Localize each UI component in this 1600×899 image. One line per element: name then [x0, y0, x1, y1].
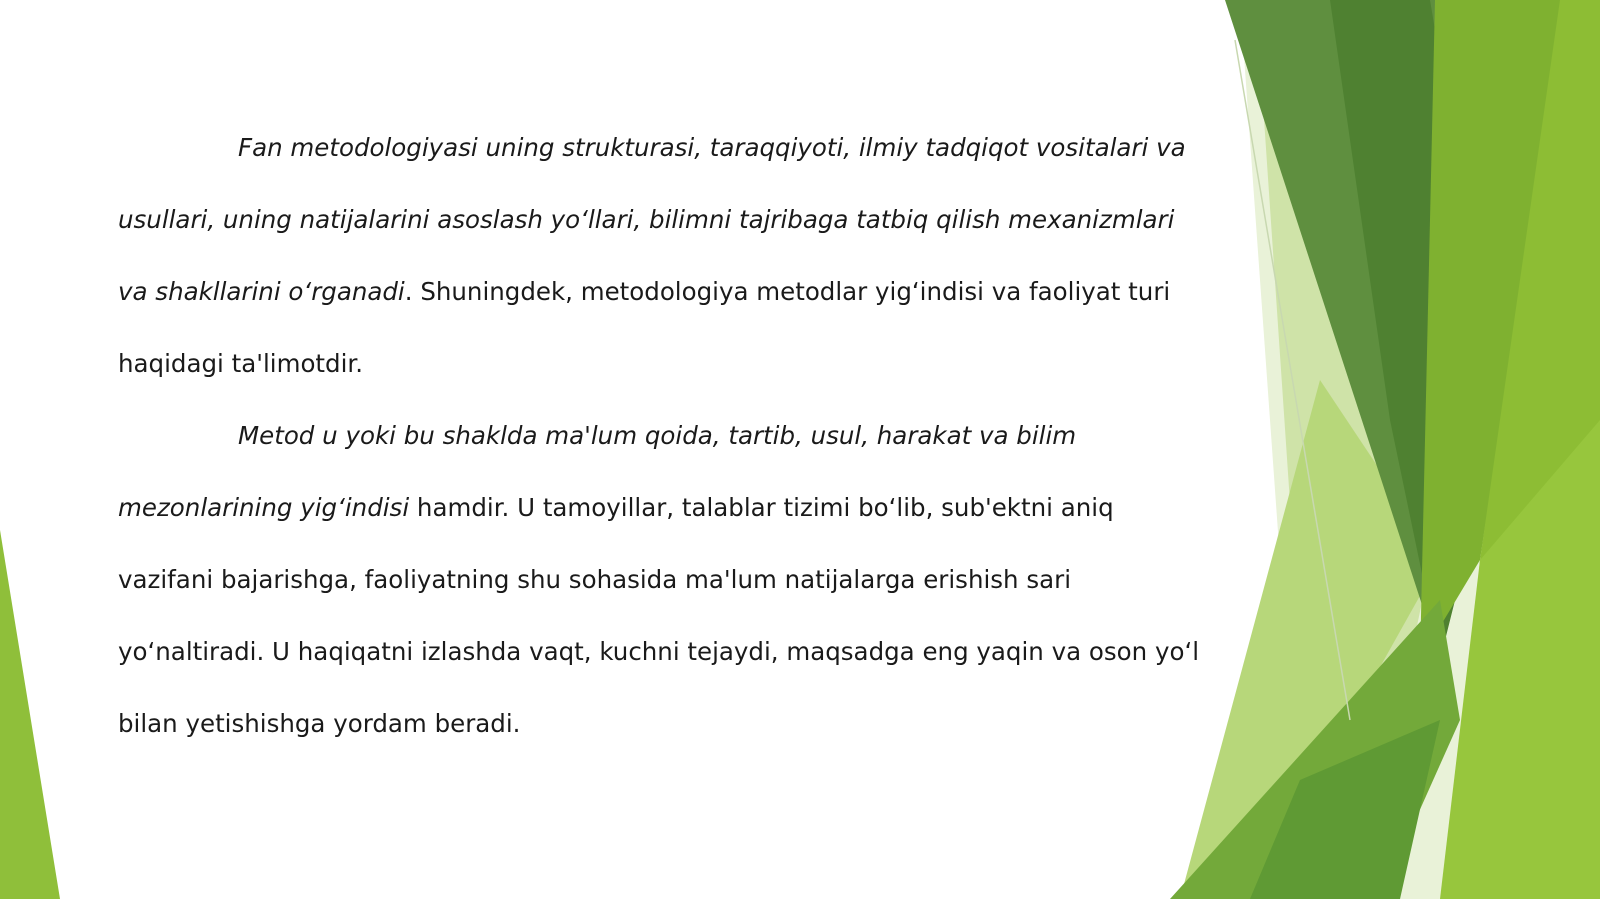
paragraph-method-italic: Metod u yoki bu shaklda ma'lum qoida, tartib, usul, harakat va bilim mezonlarining yig‘indisi: [118, 421, 1077, 522]
paragraph-method-regular: hamdir. U tamoyillar, talablar tizimi bo‘lib, sub'ektni aniq vazifani bajarishga, faoliyatning shu sohasida ma'lum natijalarga erishish sari yo‘naltiradi. U haqiqatni izlashda vaqt, kuchni tejaydi, maqsadga eng yaqin va oson yo‘l bilan yetishishga yordam beradi.: [118, 493, 1200, 738]
paragraph-methodology-italic: Fan metodologiyasi uning strukturasi, taraqqiyoti, ilmiy tadqiqot vositalari va usullari, uning natijalarini asoslash yo‘llari, bilimni tajribaga tatbiq qilish mexanizmlari va shakllarini o‘rganadi: [118, 133, 1186, 306]
left-green-sliver: [0, 530, 60, 899]
paragraph-methodology-regular: . Shuningdek, metodologiya metodlar yig‘indisi va faoliyat turi haqidagi ta'limotdir.: [118, 277, 1171, 378]
body-text: [118, 112, 1208, 760]
paragraph-methodology: [118, 112, 1208, 400]
paragraph-method: [118, 400, 1208, 760]
